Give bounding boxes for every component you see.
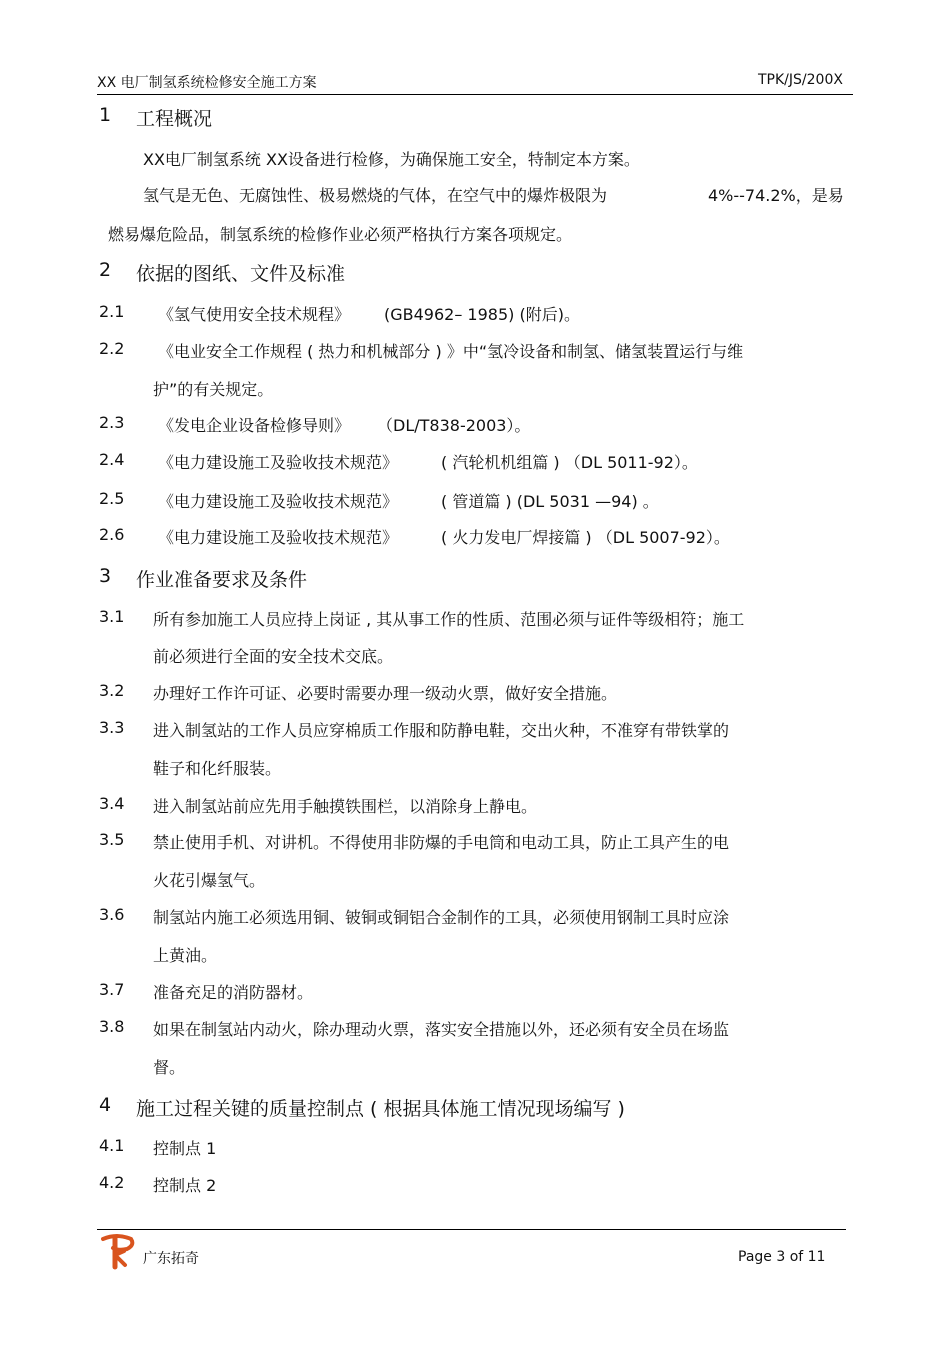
- header-doc-code: TPK/JS/200X: [758, 72, 843, 88]
- item-title: 《电力建设施工及验收技术规范》: [158, 453, 399, 472]
- item-number: 3.8: [99, 1017, 125, 1036]
- item-text: 所有参加施工人员应持上岗证 , 其从事工作的性质、范围必须与证件等级相符；施工: [153, 610, 745, 629]
- section-number: 3: [99, 565, 112, 587]
- section-title: 工程概况: [136, 108, 213, 130]
- item-number: 2.2: [99, 339, 125, 358]
- item-code: ( 汽轮机机组篇 ) （DL 5011-92）。: [441, 453, 698, 472]
- item-number: 2.3: [99, 413, 125, 432]
- item-number: 3.7: [99, 980, 125, 999]
- paragraph: 氢气是无色、无腐蚀性、极易燃烧的气体，在空气中的爆炸极限为: [143, 186, 608, 205]
- item-number: 4.2: [99, 1173, 125, 1192]
- item-continuation: 火花引爆氢气。: [153, 871, 266, 890]
- paragraph: 燃易爆危险品，制氢系统的检修作业必须严格执行方案各项规定。: [108, 225, 573, 244]
- item-text: 准备充足的消防器材。: [153, 983, 314, 1002]
- item-number: 3.4: [99, 794, 125, 813]
- item-number: 3.6: [99, 905, 125, 924]
- item-number: 3.3: [99, 718, 125, 737]
- item-text: 如果在制氢站内动火，除办理动火票，落实安全措施以外，还必须有安全员在场监: [153, 1020, 730, 1039]
- item-title: 《氢气使用安全技术规程》: [158, 305, 351, 324]
- item-title: 《发电企业设备检修导则》: [158, 416, 351, 435]
- item-number: 3.5: [99, 830, 125, 849]
- item-code: （DL/T838-2003）。: [377, 416, 531, 435]
- item-continuation: 鞋子和化纤服装。: [153, 759, 282, 778]
- section-title: 施工过程关键的质量控制点 ( 根据具体施工情况现场编写 ): [136, 1098, 625, 1120]
- item-text: 控制点 1: [153, 1139, 217, 1158]
- item-text: 进入制氢站前应先用手触摸铁围栏，以消除身上静电。: [153, 797, 538, 816]
- header-rule: [97, 94, 853, 95]
- item-number: 3.2: [99, 681, 125, 700]
- footer-company: 广东拓奇: [143, 1251, 199, 1267]
- section-title: 作业准备要求及条件: [136, 569, 308, 591]
- section-number: 2: [99, 259, 112, 281]
- item-title: 《电力建设施工及验收技术规范》: [158, 528, 399, 547]
- section-title: 依据的图纸、文件及标准: [136, 263, 346, 285]
- item-code: ( 管道篇 ) (DL 5031 —94) 。: [441, 492, 659, 511]
- paragraph: XX电厂制氢系统 XX设备进行检修，为确保施工安全，特制定本方案。: [143, 150, 640, 169]
- item-text: 办理好工作许可证、必要时需要办理一级动火票，做好安全措施。: [153, 684, 618, 703]
- item-text: 进入制氢站的工作人员应穿棉质工作服和防静电鞋，交出火种，不准穿有带铁掌的: [153, 721, 730, 740]
- item-number: 2.5: [99, 489, 125, 508]
- item-continuation: 护”的有关规定。: [153, 380, 274, 399]
- item-continuation: 前必须进行全面的安全技术交底。: [153, 647, 394, 666]
- section-number: 1: [99, 104, 112, 126]
- item-text: 制氢站内施工必须选用铜、铍铜或铜铝合金制作的工具，必须使用钢制工具时应涂: [153, 908, 730, 927]
- item-number: 2.6: [99, 525, 125, 544]
- header-title: XX 电厂制氢系统检修安全施工方案: [97, 75, 317, 91]
- section-number: 4: [99, 1094, 112, 1116]
- item-continuation: 督。: [153, 1058, 186, 1077]
- company-logo-icon: [97, 1231, 137, 1271]
- item-number: 4.1: [99, 1136, 125, 1155]
- footer-page-number: Page 3 of 11: [738, 1249, 826, 1265]
- item-continuation: 上黄油。: [153, 946, 218, 965]
- item-code: ( 火力发电厂焊接篇 ) （DL 5007-92）。: [441, 528, 730, 547]
- item-number: 3.1: [99, 607, 125, 626]
- item-text: 控制点 2: [153, 1176, 217, 1195]
- item-title: 《电业安全工作规程 ( 热力和机械部分 ) 》中“氢冷设备和制氢、储氢装置运行与维: [158, 342, 744, 361]
- item-number: 2.1: [99, 302, 125, 321]
- item-code: (GB4962– 1985) (附后)。: [384, 305, 580, 324]
- paragraph: 4%--74.2%，是易: [708, 186, 844, 205]
- footer-rule: [97, 1229, 846, 1230]
- item-number: 2.4: [99, 450, 125, 469]
- item-text: 禁止使用手机、对讲机。不得使用非防爆的手电筒和电动工具，防止工具产生的电: [153, 833, 730, 852]
- item-title: 《电力建设施工及验收技术规范》: [158, 492, 399, 511]
